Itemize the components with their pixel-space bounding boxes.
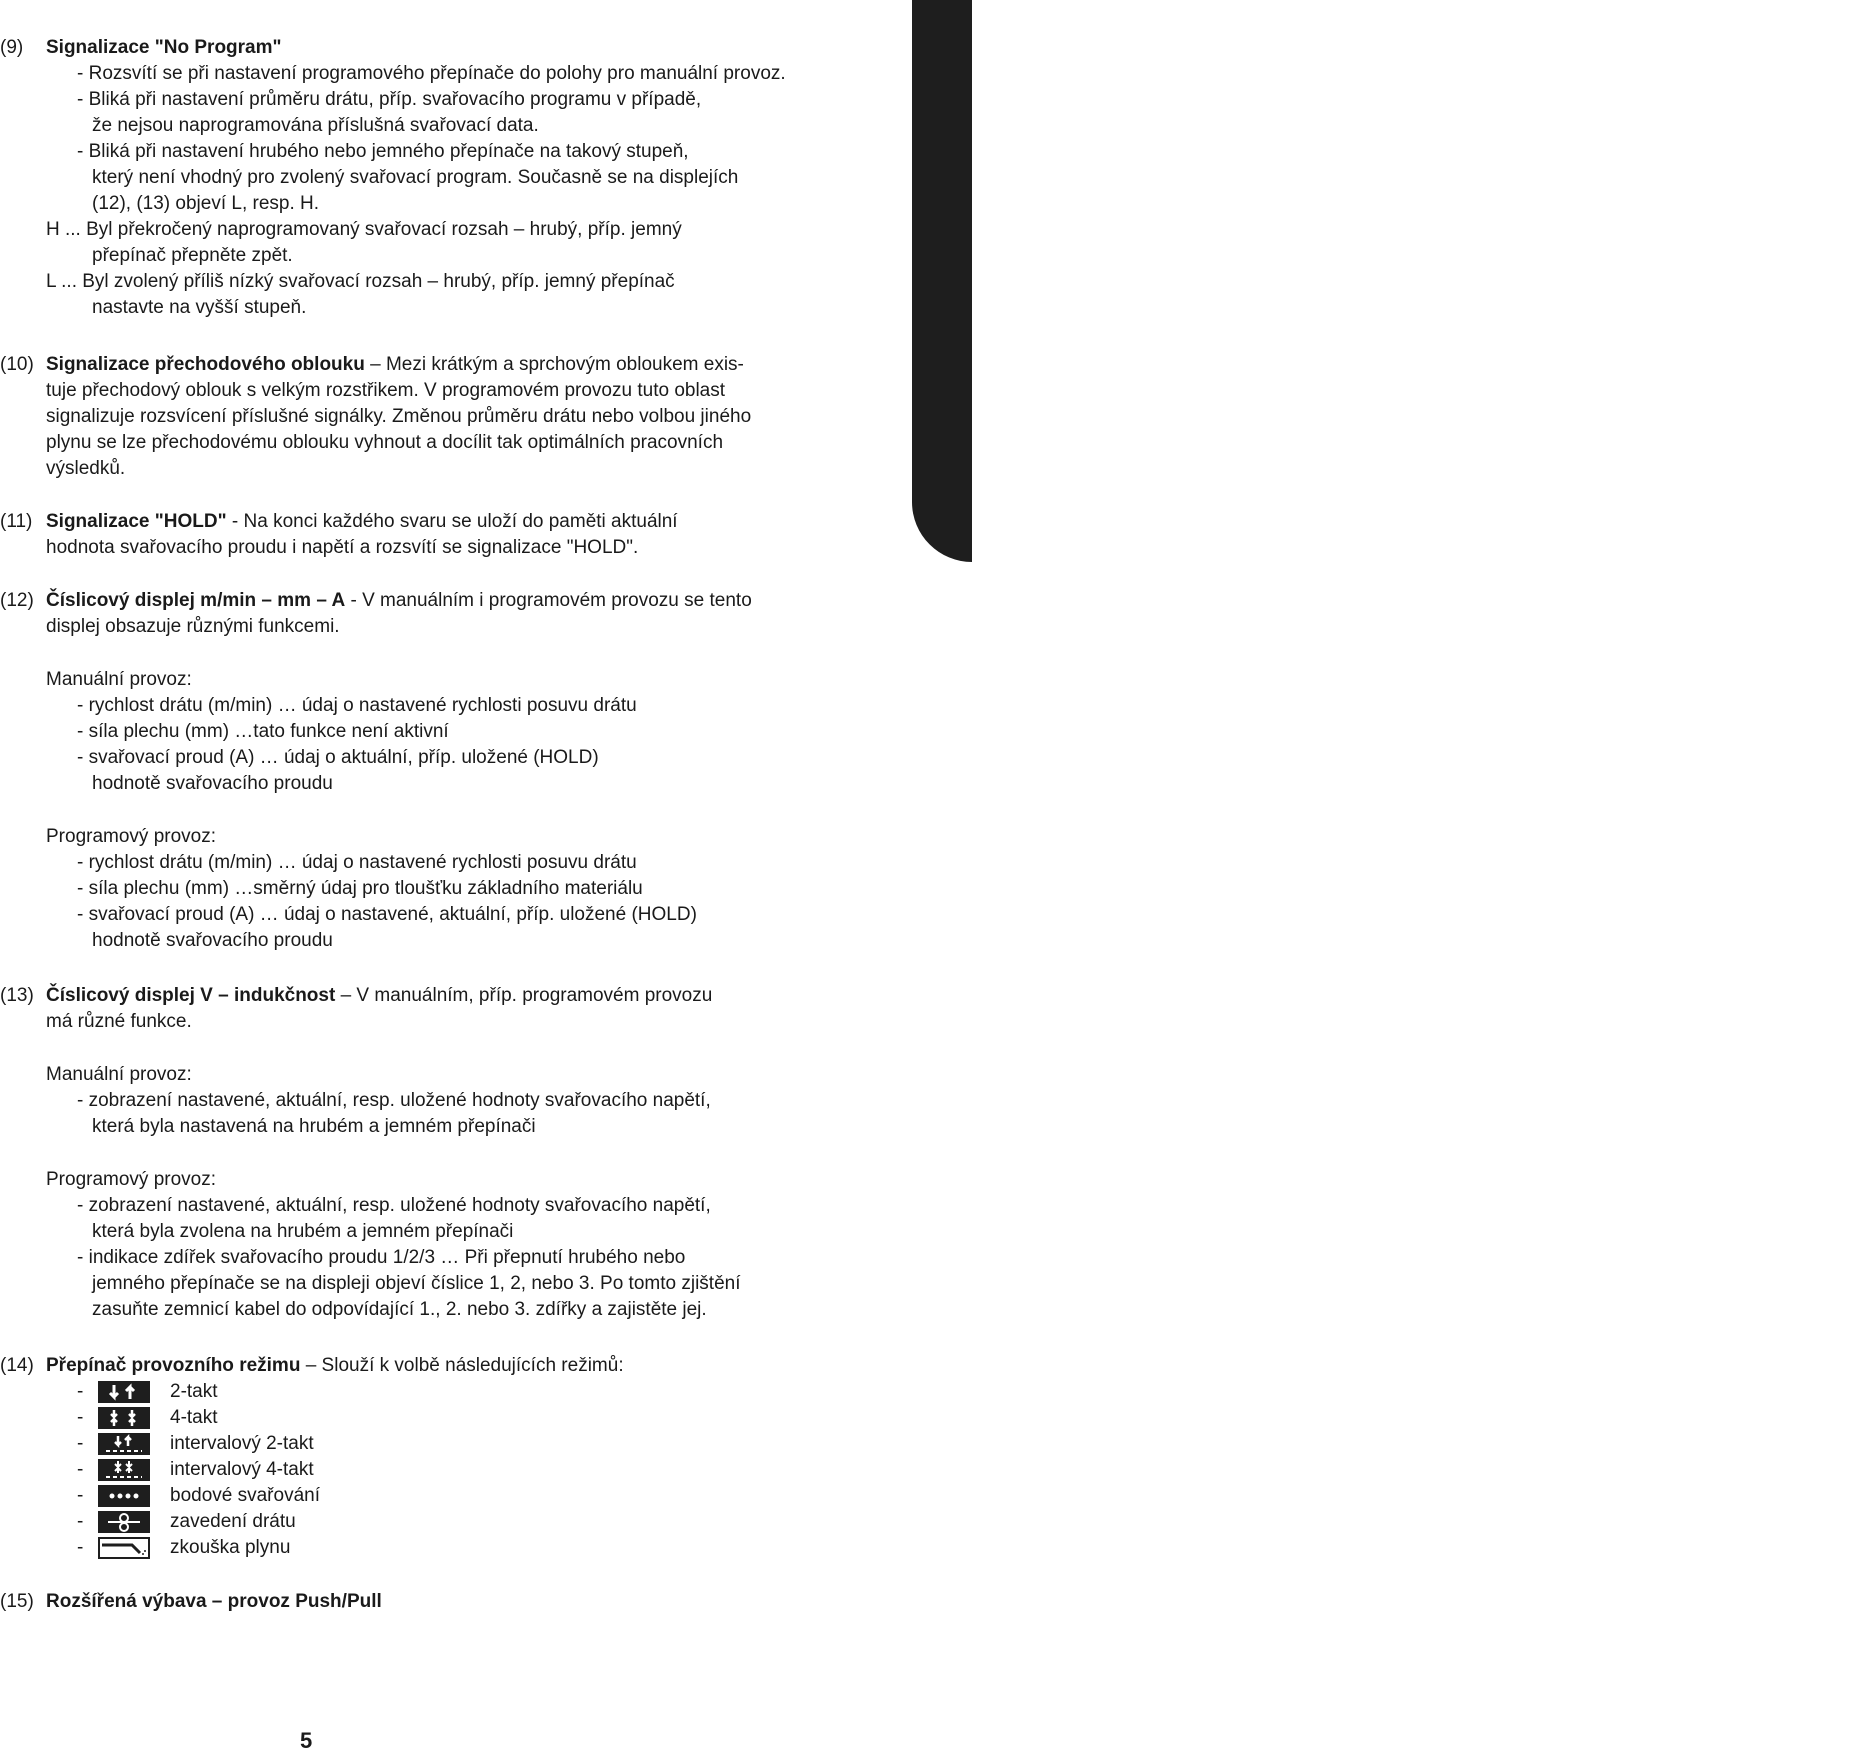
mode-dash: - [77,1407,84,1428]
section-13-lead: – V manuálním, příp. programovém provozu [335,985,713,1006]
mode-label: intervalový 2-takt [170,1433,314,1454]
section-12-line: displej obsazuje různými funkcemi. [46,616,340,637]
mode-label: 4-takt [170,1407,218,1428]
section-13-program-item: která byla zvolena na hrubém a jemném přepínači [92,1221,514,1242]
mode-dash: - [77,1537,84,1558]
section-9-line: že nejsou naprogramována příslušná svařovací data. [92,115,539,136]
mode-dash: - [77,1485,84,1506]
section-9-line: - Bliká při nastavení průměru drátu, příp. svařovacího programu v případě, [77,89,702,110]
section-12-manual-item: hodnotě svařovacího proudu [92,773,333,794]
section-13-manual-label: Manuální provoz: [46,1064,192,1085]
section-12-manual-label: Manuální provoz: [46,669,192,690]
mode-label: 2-takt [170,1381,218,1402]
section-12-heading [46,589,752,613]
section-12-program-label: Programový provoz: [46,826,217,847]
section-9-line: - Bliká při nastavení hrubého nebo jemného přepínače na takový stupeň, [77,141,689,162]
section-12-program-item: - svařovací proud (A) … údaj o nastavené, aktuální, příp. uložené (HOLD) [77,904,697,925]
section-14-lead: – Slouží k volbě následujících režimů: [300,1355,624,1376]
language-side-tab [912,0,1868,562]
section-13-line: má různé funkce. [46,1011,192,1032]
section-12-lead: - V manuálním i programovém provozu se tento [345,590,752,611]
section-10-number: (10) [0,354,34,375]
section-13-program-item: zasuňte zemnicí kabel do odpovídající 1., 2. nebo 3. zdířky a zajistěte jej. [92,1299,707,1320]
section-12-manual-item: - svařovací proud (A) … údaj o aktuální, příp. uložené (HOLD) [77,747,599,768]
section-15-number: (15) [0,1591,34,1612]
wire-threading-icon [98,1511,150,1533]
interval-4-step-icon [98,1459,150,1481]
section-9-line: přepínač přepněte zpět. [92,245,293,266]
section-11-number: (11) [0,511,33,532]
section-12-title: Číslicový displej m/min – mm – A [46,590,346,611]
section-10-lead: – Mezi krátkým a sprchovým obloukem exis- [364,354,744,375]
section-12-manual-item: - síla plechu (mm) …tato funkce není aktivní [77,721,449,742]
section-9-line: L ... Byl zvolený příliš nízký svařovací rozsah – hrubý, příp. jemný přepínač [46,271,675,292]
mode-dash: - [77,1433,84,1454]
section-9-title: Signalizace "No Program" [46,37,282,58]
language-tab-label: ČESKY [1835,203,1868,357]
section-13-number: (13) [0,985,34,1006]
section-13-heading [46,984,712,1008]
mode-dash: - [77,1459,84,1480]
section-9-line: (12), (13) objeví L, resp. H. [92,193,320,214]
section-10-line: signalizuje rozsvícení příslušné signálky. Změnou průměru drátu nebo volbou jiného [46,406,752,427]
section-9-line: který není vhodný pro zvolený svařovací program. Současně se na displejích [92,167,739,188]
section-14-heading [46,1354,624,1378]
section-12-program-item: hodnotě svařovacího proudu [92,930,333,951]
section-13-program-label: Programový provoz: [46,1169,217,1190]
section-13-program-item: - zobrazení nastavené, aktuální, resp. uložené hodnoty svařovacího napětí, [77,1195,711,1216]
section-12-number: (12) [0,590,34,611]
section-14-number: (14) [0,1355,34,1376]
section-13-manual-item: která byla nastavená na hrubém a jemném přepínači [92,1116,536,1137]
mode-dash: - [77,1511,84,1532]
section-10-line: tuje přechodový oblouk s velkým rozstřikem. V programovém provozu tuto oblast [46,380,726,401]
2-step-icon [98,1381,150,1403]
section-9-line: H ... Byl překročený naprogramovaný svařovací rozsah – hrubý, příp. jemný [46,219,682,240]
mode-label: zavedení drátu [170,1511,296,1532]
section-12-program-item: - rychlost drátu (m/min) … údaj o nastavené rychlosti posuvu drátu [77,852,637,873]
section-11-title: Signalizace "HOLD" [46,511,227,532]
mode-label: intervalový 4-takt [170,1459,314,1480]
section-10-line: výsledků. [46,458,126,479]
section-9-line: - Rozsvítí se při nastavení programového přepínače do polohy pro manuální provoz. [77,63,786,84]
section-11-heading [46,510,678,534]
section-15-title: Rozšířená výbava – provoz Push/Pull [46,1591,382,1612]
section-11-line: hodnota svařovacího proudu i napětí a rozsvítí se signalizace "HOLD". [46,537,639,558]
section-12-program-item: - síla plechu (mm) …směrný údaj pro tloušťku základního materiálu [77,878,643,899]
interval-2-step-icon [98,1433,150,1455]
mode-dash: - [77,1381,84,1402]
section-10-title: Signalizace přechodového oblouku [46,354,365,375]
section-10-line: plynu se lze přechodovému oblouku vyhnout a docílit tak optimálních pracovních [46,432,724,453]
mode-label: bodové svařování [170,1485,320,1506]
section-13-title: Číslicový displej V – indukčnost [46,985,336,1006]
gas-test-icon [98,1537,150,1559]
section-13-program-item: jemného přepínače se na displeji objeví číslice 1, 2, nebo 3. Po tomto zjištění [92,1273,741,1294]
section-14-title: Přepínač provozního režimu [46,1355,301,1376]
spot-welding-icon [98,1485,150,1507]
section-9-number: (9) [0,37,24,58]
mode-label: zkouška plynu [170,1537,291,1558]
section-10-heading [46,353,744,377]
page-number: 5 [300,1728,313,1753]
section-11-lead: - Na konci každého svaru se uloží do paměti aktuální [226,511,678,532]
section-13-manual-item: - zobrazení nastavené, aktuální, resp. uložené hodnoty svařovacího napětí, [77,1090,711,1111]
4-step-icon [98,1407,150,1429]
section-13-program-item: - indikace zdířek svařovacího proudu 1/2/3 … Při přepnutí hrubého nebo [77,1247,686,1268]
section-12-manual-item: - rychlost drátu (m/min) … údaj o nastavené rychlosti posuvu drátu [77,695,637,716]
section-9-line: nastavte na vyšší stupeň. [92,297,307,318]
